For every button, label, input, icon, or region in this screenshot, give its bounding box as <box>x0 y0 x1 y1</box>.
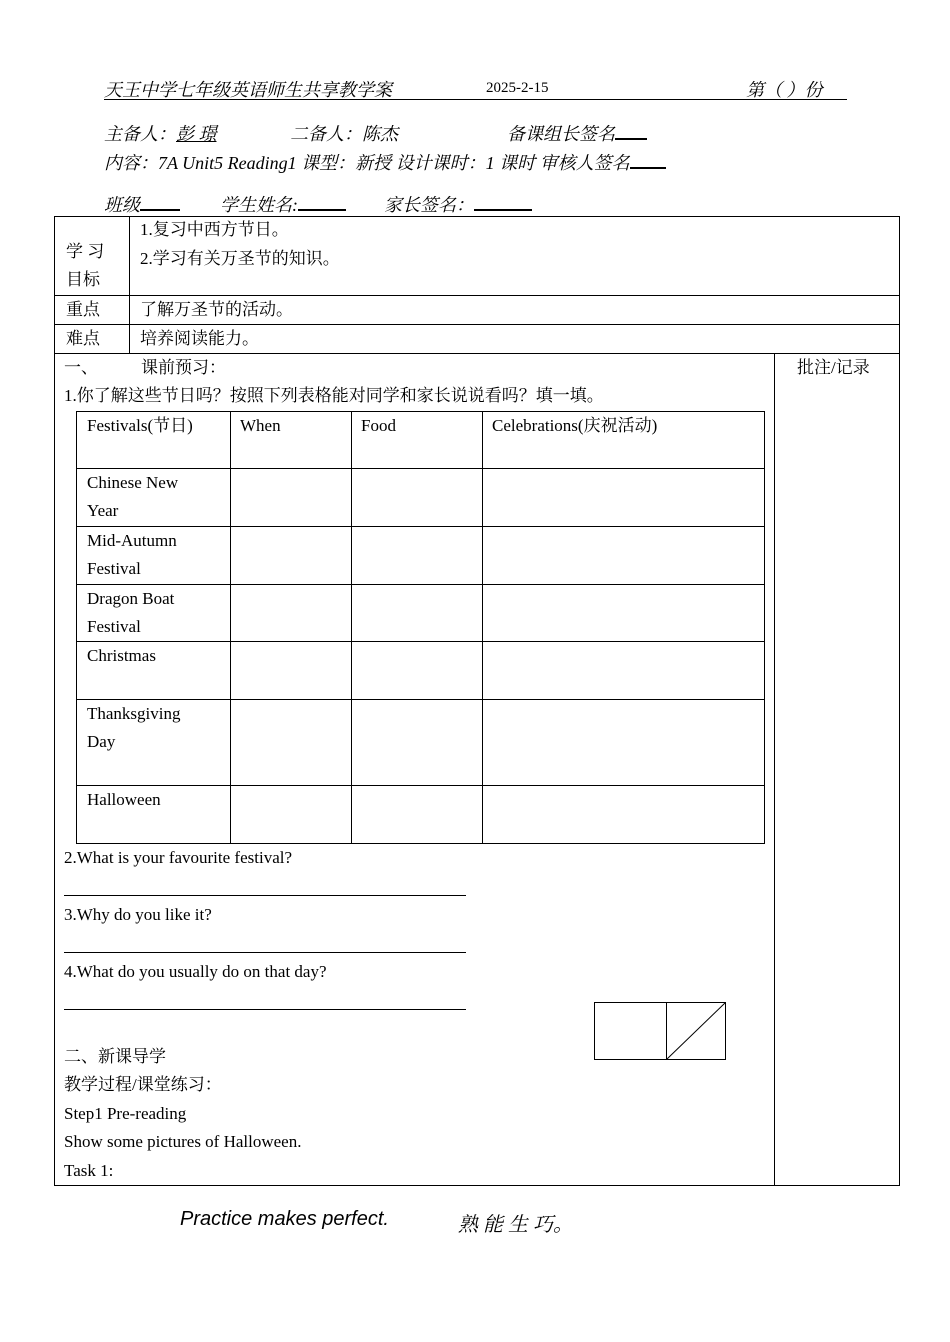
parent-signature-blank[interactable] <box>474 195 532 211</box>
festival-mid-autumn-2: Festival <box>87 559 141 578</box>
festival-halloween: Halloween <box>87 790 161 809</box>
class-label: 班级 <box>104 195 140 215</box>
table-rule <box>76 468 765 469</box>
motto-chinese: 熟 能 生 巧。 <box>458 1214 573 1236</box>
answer-line-2[interactable] <box>64 895 466 896</box>
second-preparer: 二备人：陈杰 <box>290 124 398 144</box>
answer-line-4[interactable] <box>64 1009 466 1010</box>
difficulty-text: 培养阅读能力。 <box>140 329 259 348</box>
objectives-label-1: 学 习 <box>66 242 105 261</box>
festival-thanksgiving-1: Thanksgiving <box>87 704 181 723</box>
table-rule <box>351 411 352 844</box>
student-name-field <box>220 191 346 217</box>
main-preparer <box>104 120 217 146</box>
festival-chinese-new-year-2: Year <box>87 501 119 520</box>
table-rule <box>764 411 765 844</box>
table-rule <box>230 411 231 844</box>
table-rule <box>76 584 765 585</box>
festival-dragon-boat-1: Dragon Boat <box>87 589 175 608</box>
notes-column-divider <box>774 353 775 1186</box>
parent-signature-field <box>384 191 532 217</box>
festival-christmas: Christmas <box>87 646 156 665</box>
preview-heading: 课前预习： <box>141 358 226 377</box>
festival-thanksgiving-2: Day <box>87 732 116 751</box>
school-title: 天王中学七年级英语师生共享教学案 <box>104 80 392 100</box>
table-header-festivals: Festivals(节日) <box>87 416 193 435</box>
motto-english: Practice makes perfect. <box>180 1208 389 1230</box>
table-rule <box>76 641 765 642</box>
student-name-label: 学生姓名: <box>220 195 298 215</box>
new-lesson-heading: 二、新课导学 <box>64 1047 166 1066</box>
notes-column-heading: 批注/记录 <box>797 358 870 377</box>
teaching-process: 教学过程/课堂练习： <box>64 1075 222 1094</box>
preview-question-4: 4.What do you usually do on that day? <box>64 962 327 981</box>
group-leader-signature <box>507 120 647 146</box>
parent-signature-label: 家长签名： <box>384 195 474 215</box>
content-line <box>104 149 666 175</box>
table-rule <box>76 526 765 527</box>
grading-box <box>594 1002 727 1061</box>
show-pictures: Show some pictures of Halloween. <box>64 1132 302 1151</box>
student-name-blank[interactable] <box>298 195 346 211</box>
festival-mid-autumn-1: Mid-Autumn <box>87 531 177 550</box>
key-point-text: 了解万圣节的活动。 <box>140 300 293 319</box>
preview-question-2: 2.What is your favourite festival? <box>64 848 293 867</box>
table-rule <box>482 411 483 844</box>
table-rule <box>76 785 765 786</box>
label-column-divider <box>129 216 130 354</box>
content-text: 内容：7A Unit5 Reading1 课型：新授 设计课时：1 课时 审核人签名 <box>104 153 630 173</box>
preview-heading-number: 一、 <box>64 358 98 377</box>
table-rule <box>76 411 77 844</box>
festival-chinese-new-year-1: Chinese New <box>87 473 179 492</box>
preview-question-1: 1.你了解这些节日吗？按照下列表格能对同学和家长说说看吗？填一填。 <box>64 386 604 405</box>
class-blank[interactable] <box>140 195 180 211</box>
preview-question-3: 3.Why do you like it? <box>64 905 212 924</box>
table-header-food: Food <box>361 416 396 435</box>
objectives-label-2: 目标 <box>66 270 100 289</box>
date: 2025-2-15 <box>486 80 549 96</box>
step1-pre-reading: Step1 Pre-reading <box>64 1104 187 1123</box>
table-header-celebrations: Celebrations(庆祝活动) <box>492 416 658 435</box>
main-preparer-name: 彭 璟 <box>176 124 217 144</box>
main-preparer-label: 主备人： <box>104 124 176 144</box>
task-1: Task 1: <box>64 1161 114 1180</box>
group-leader-label: 备课组长签名 <box>507 124 615 144</box>
table-header-when: When <box>240 416 281 435</box>
festival-dragon-boat-2: Festival <box>87 617 141 636</box>
header-rule <box>104 99 847 100</box>
reviewer-blank[interactable] <box>630 153 666 169</box>
objective-item-1: 1.复习中西方节日。 <box>140 220 289 239</box>
class-field <box>104 191 180 217</box>
group-leader-blank[interactable] <box>615 124 647 140</box>
objective-item-2: 2.学习有关万圣节的知识。 <box>140 249 340 268</box>
key-point-label: 重点 <box>66 300 100 319</box>
frame-right <box>899 216 900 1186</box>
frame-left <box>54 216 55 1186</box>
answer-line-3[interactable] <box>64 952 466 953</box>
difficulty-label: 难点 <box>66 329 100 348</box>
copy-number: 第（ ）份 <box>746 80 823 100</box>
